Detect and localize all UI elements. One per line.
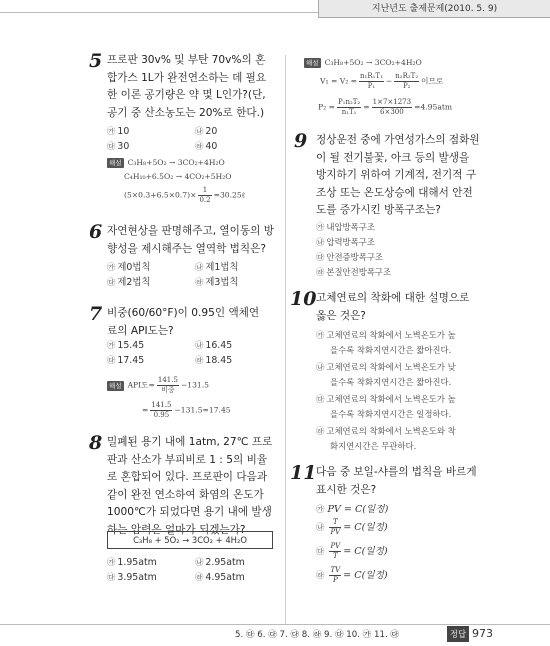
option-continuation: 을수록 착화지연시간은 짧아진다. — [330, 377, 452, 387]
option-text: 2.95atm — [205, 557, 245, 568]
solution-line — [107, 376, 209, 395]
option-text: 본질안전방폭구조 — [326, 267, 392, 277]
option-mark: ㉮ — [107, 340, 116, 350]
option-mark: ㉱ — [316, 426, 325, 436]
option-text: 고체연료의 착화에서 노벽온도가 높 — [326, 394, 456, 404]
denominator: n₁T₁ — [341, 108, 357, 116]
solution-line — [320, 72, 443, 91]
fraction — [157, 376, 179, 395]
option-mark: ㉰ — [107, 277, 116, 287]
column-divider — [285, 55, 286, 625]
option[interactable] — [107, 571, 157, 584]
option[interactable] — [316, 266, 391, 279]
option[interactable] — [195, 125, 217, 138]
fraction — [394, 72, 419, 91]
question-number: 11 — [290, 462, 317, 484]
denominator: P₁ — [367, 82, 376, 90]
numerator: TV — [330, 566, 341, 574]
option-mark: ㉯ — [316, 237, 325, 247]
answer-key: 5. ㉰ 6. ㉰ 7. ㉰ 8. ㉱ 9. ㉰ 10. ㉮ 11. ㉰ — [235, 630, 399, 640]
option[interactable] — [107, 354, 144, 367]
fraction — [337, 98, 361, 117]
question-line: 향성을 제시해주는 열역학 법칙은? — [107, 242, 266, 255]
option-mark: ㉮ — [316, 330, 325, 340]
option-continuation: 을수록 착화지연시간은 짧아진다. — [330, 345, 452, 355]
option-text: = C(일정) — [343, 546, 388, 557]
question-5-text — [107, 52, 279, 122]
option-continuation: 을수록 착화지연시간은 일정하다. — [330, 409, 452, 419]
question-6-text — [107, 223, 279, 258]
footer — [0, 624, 550, 646]
numerator: n₁R₁T₁ — [360, 72, 383, 80]
option-text: 16.45 — [205, 340, 233, 351]
footer-rule — [0, 624, 550, 625]
option-mark: ㉰ — [107, 355, 116, 365]
question-line: 한 이론 공기량은 약 몇 L인가?(단, — [107, 89, 266, 102]
denominator: 비중 — [161, 386, 175, 394]
solution-line — [318, 98, 452, 117]
question-line: 자연현상을 판명해주고, 열이동의 방 — [107, 225, 274, 237]
numerator: 1×7×1273 — [372, 98, 412, 106]
option-mark: ㉱ — [195, 277, 204, 287]
solution-text: −131.5 — [180, 380, 210, 390]
option-mark: ㉰ — [316, 546, 325, 556]
question-line: 합가스 1L가 완전연소하는 데 필요 — [107, 71, 267, 84]
option[interactable] — [316, 425, 456, 438]
question-number: 6 — [89, 221, 103, 243]
numerator: 1 — [198, 186, 211, 196]
option-text: 20 — [205, 126, 218, 137]
option-mark: ㉱ — [316, 570, 325, 580]
option[interactable] — [316, 221, 375, 234]
denominator: P₂ — [402, 82, 411, 90]
option-text: = C(일정) — [343, 570, 388, 581]
option[interactable] — [195, 339, 232, 352]
option-text: 10 — [117, 126, 130, 137]
question-line: 도를 증가시킨 방폭구조는? — [316, 204, 441, 217]
option-mark: ㉱ — [195, 141, 204, 151]
option-text: 고체연료의 착화에서 노벽온도가 높 — [326, 330, 456, 340]
option-text: 3.95atm — [117, 572, 157, 583]
option-text: PV = C(일정) — [327, 504, 389, 515]
solution-text: V₁ = V₂ = — [320, 76, 358, 86]
option[interactable] — [316, 393, 456, 406]
solution-text: API도= — [127, 380, 155, 390]
option[interactable] — [195, 571, 245, 584]
numerator: PV — [330, 542, 341, 550]
option-mark: ㉰ — [316, 252, 325, 262]
solution-text: C₃H₈+5O₂ → 3CO₂+4H₂O — [127, 158, 225, 167]
question-line: 방지하기 위하여 기계적, 전기적 구 — [316, 169, 477, 182]
option-text: 15.45 — [117, 340, 145, 351]
option-mark: ㉯ — [195, 557, 204, 567]
option-text: 고체연료의 착화에서 노벽온도와 착 — [326, 426, 456, 436]
option-mark: ㉰ — [107, 141, 116, 151]
question-line: 프로판 30v% 및 부탄 70v%의 혼 — [107, 54, 266, 66]
denominator: P — [332, 576, 338, 584]
question-number: 5 — [89, 50, 103, 72]
option-mark: ㉯ — [316, 362, 325, 372]
fraction — [372, 98, 412, 117]
question-number: 10 — [290, 288, 317, 310]
numerator: 141.5 — [157, 376, 178, 384]
solution-text: = — [363, 102, 370, 112]
page-number: 973 — [472, 627, 493, 640]
option-mark: ㉱ — [195, 572, 204, 582]
option[interactable] — [107, 339, 144, 352]
option[interactable] — [195, 556, 245, 569]
option[interactable] — [316, 329, 456, 342]
question-number: 8 — [89, 432, 103, 454]
solution-line — [304, 58, 422, 68]
option-text: 40 — [205, 141, 218, 152]
option-text: 압력방폭구조 — [326, 237, 375, 247]
option[interactable] — [316, 361, 456, 374]
option[interactable] — [107, 125, 129, 138]
option-mark: ㉰ — [316, 394, 325, 404]
question-11-text — [316, 464, 492, 499]
solution-badge: 해설 — [109, 159, 122, 167]
solution-text: P₂ = — [318, 102, 335, 112]
question-line: 판과 산소가 부피비로 1 : 5의 비율 — [107, 453, 268, 466]
option[interactable] — [316, 566, 388, 585]
solution-line: C₄H₁₀+6.5O₂ → 4CO₂+5H₂O — [124, 172, 232, 181]
denominator: 0.95 — [153, 411, 170, 419]
option-mark: ㉯ — [195, 126, 204, 136]
numerator: 141.5 — [151, 401, 172, 409]
question-line: 표시한 것은? — [316, 483, 377, 496]
option[interactable] — [107, 556, 157, 569]
question-line: 옳은 것은? — [316, 309, 366, 322]
question-line: 고체연료의 착화에 대한 설명으로 — [316, 292, 470, 304]
solution-badge: 해설 — [306, 59, 319, 67]
solution-line — [124, 186, 245, 205]
question-line: 로 혼합되어 있다. 프로판이 다음과 — [107, 471, 268, 484]
question-10-text — [316, 290, 492, 325]
option-text: 제1법칙 — [205, 262, 239, 273]
solution-text: C₃H₈+5O₂ → 3CO₂+4H₂O — [324, 58, 422, 67]
question-line: 료의 API도는? — [107, 324, 174, 337]
option-mark: ㉰ — [107, 572, 116, 582]
option[interactable] — [316, 501, 388, 515]
option-mark: ㉱ — [316, 267, 325, 277]
fraction — [329, 566, 341, 585]
option-mark: ㉮ — [316, 222, 325, 232]
question-line: 정상운전 중에 가연성가스의 점화원 — [316, 134, 480, 146]
option-mark: ㉱ — [195, 355, 204, 365]
fraction — [329, 542, 341, 561]
option-text: 고체연료의 착화에서 노벽온도가 낮 — [326, 362, 456, 372]
question-line: 같이 완전 연소하여 화염의 온도가 — [107, 488, 264, 501]
option-text: 제0법칙 — [117, 262, 151, 273]
fraction — [198, 186, 211, 205]
option[interactable] — [195, 354, 232, 367]
option-mark: ㉯ — [195, 262, 204, 272]
solution-text: 이므로 — [421, 76, 444, 86]
fraction — [359, 72, 384, 91]
option[interactable] — [316, 542, 388, 561]
option-mark: ㉮ — [316, 504, 325, 514]
solution-text: =30.25ℓ — [213, 190, 246, 200]
option[interactable] — [316, 236, 375, 249]
option[interactable] — [107, 276, 151, 289]
option-text: 18.45 — [205, 355, 233, 366]
question-line: 공기 중 산소농도는 20%로 한다.) — [107, 106, 265, 119]
answer-badge: 정답 — [447, 626, 469, 642]
solution-line — [107, 158, 225, 168]
question-line: 이 될 전기불꽃, 아크 등의 발생을 — [316, 151, 470, 164]
question-line: 하는 압력은 얼마가 되겠는가? — [107, 523, 246, 536]
question-line: 밀폐된 용기 내에 1atm, 27℃ 프로 — [107, 436, 273, 448]
question-number: 9 — [294, 130, 308, 152]
option-text: 제3법칙 — [205, 277, 239, 288]
question-9-text — [316, 132, 492, 220]
question-7-text — [107, 305, 279, 340]
fraction — [329, 518, 341, 537]
option-text: 17.45 — [117, 355, 145, 366]
solution-text: − — [385, 76, 393, 86]
reaction-equation-box: C₃H₈ + 5O₂ → 3CO₂ + 4H₂O — [107, 531, 273, 549]
denominator: T — [332, 552, 338, 560]
option-text: = C(일정) — [343, 522, 388, 533]
option[interactable] — [195, 261, 239, 274]
denominator: PV — [330, 528, 341, 536]
denominator: 6×300 — [380, 108, 404, 116]
option[interactable] — [195, 276, 239, 289]
solution-text: = — [142, 405, 149, 415]
option-continuation: 화지연시간은 무관하다. — [330, 441, 417, 451]
question-line: 1000℃가 되었다면 용기 내에 발생 — [107, 506, 272, 519]
option-mark: ㉮ — [107, 262, 116, 272]
solution-text: −131.5=17.45 — [174, 405, 231, 415]
solution-badge: 해설 — [109, 381, 122, 390]
option[interactable] — [107, 261, 151, 274]
option-text: 1.95atm — [117, 557, 157, 568]
option-text: 내압방폭구조 — [326, 222, 375, 232]
option-text: 30 — [117, 141, 130, 152]
option[interactable] — [195, 140, 217, 153]
option[interactable] — [316, 518, 388, 537]
denominator: 0.2 — [199, 196, 211, 204]
option-text: 4.95atm — [205, 572, 245, 583]
option-text: 안전증방폭구조 — [326, 252, 384, 262]
question-line: 비중(60/60°F)이 0.95인 액체연 — [107, 307, 260, 319]
question-line: 조상 또는 온도상승에 대해서 안전 — [316, 186, 473, 199]
question-8-text — [107, 434, 279, 540]
numerator: n₂R₂T₂ — [395, 72, 419, 80]
question-line: 다음 중 보일-샤를의 법칙을 바르게 — [316, 466, 477, 478]
option-mark: ㉯ — [316, 522, 325, 532]
option-mark: ㉯ — [195, 340, 204, 350]
fraction — [150, 401, 172, 420]
solution-text: =4.95atm — [414, 102, 453, 112]
question-number: 7 — [89, 303, 103, 325]
option[interactable] — [316, 251, 383, 264]
solution-line — [142, 401, 231, 420]
page-header: 지난년도 출제문제(2010. 5. 9) — [318, 0, 550, 18]
option-mark: ㉮ — [107, 557, 116, 567]
option[interactable] — [107, 140, 129, 153]
numerator: T — [329, 518, 341, 528]
numerator: P₁n₂T₂ — [337, 98, 361, 106]
option-mark: ㉮ — [107, 126, 116, 136]
option-text: 제2법칙 — [117, 277, 151, 288]
solution-text: (5×0.3+6.5×0.7)× — [124, 190, 197, 200]
